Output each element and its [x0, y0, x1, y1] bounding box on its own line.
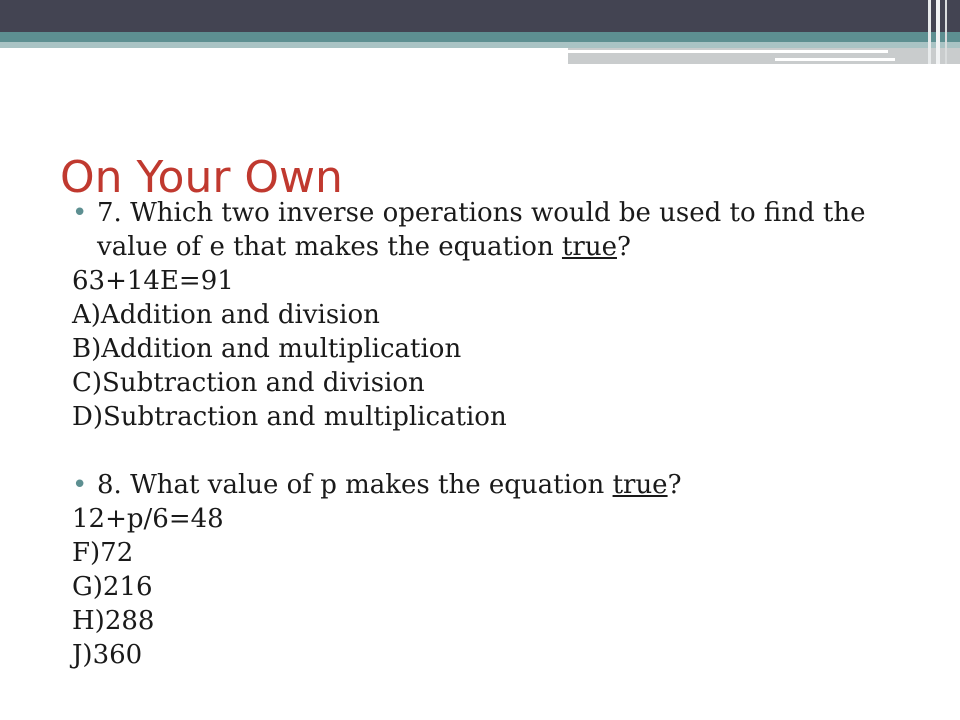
question-8-option: G)216 [72, 572, 153, 602]
question-7-option: B)Addition and multiplication [72, 334, 462, 364]
bullet-icon: • [72, 470, 88, 500]
question-8-option: J)360 [72, 640, 143, 670]
question-7-option: C)Subtraction and division [72, 368, 425, 398]
top-banner-vertical-line [936, 0, 940, 64]
question-8-option: H)288 [72, 606, 155, 636]
question-7-equation: 63+14E=91 [72, 266, 234, 296]
question-7-prompt: • 7. Which two inverse operations would be used to find the value of e that makes the equation true? [72, 198, 866, 262]
top-banner-line [775, 58, 895, 61]
top-banner [0, 0, 960, 32]
question-8-option: F)72 [72, 538, 134, 568]
slide-body [72, 196, 932, 672]
top-banner-line [568, 50, 888, 53]
spacer [72, 434, 932, 468]
question-8-prompt: • 8. What value of p makes the equation true? [72, 470, 682, 500]
question-7-option: A)Addition and division [72, 300, 380, 330]
slide-title: On Your Own [60, 152, 343, 203]
top-banner-vertical-line [945, 0, 947, 64]
bullet-icon: • [72, 198, 88, 228]
question-7-option: D)Subtraction and multiplication [72, 402, 507, 432]
question-8-equation: 12+p/6=48 [72, 504, 224, 534]
top-banner-vertical-line [928, 0, 931, 64]
top-banner-teal-stripe [0, 32, 960, 42]
